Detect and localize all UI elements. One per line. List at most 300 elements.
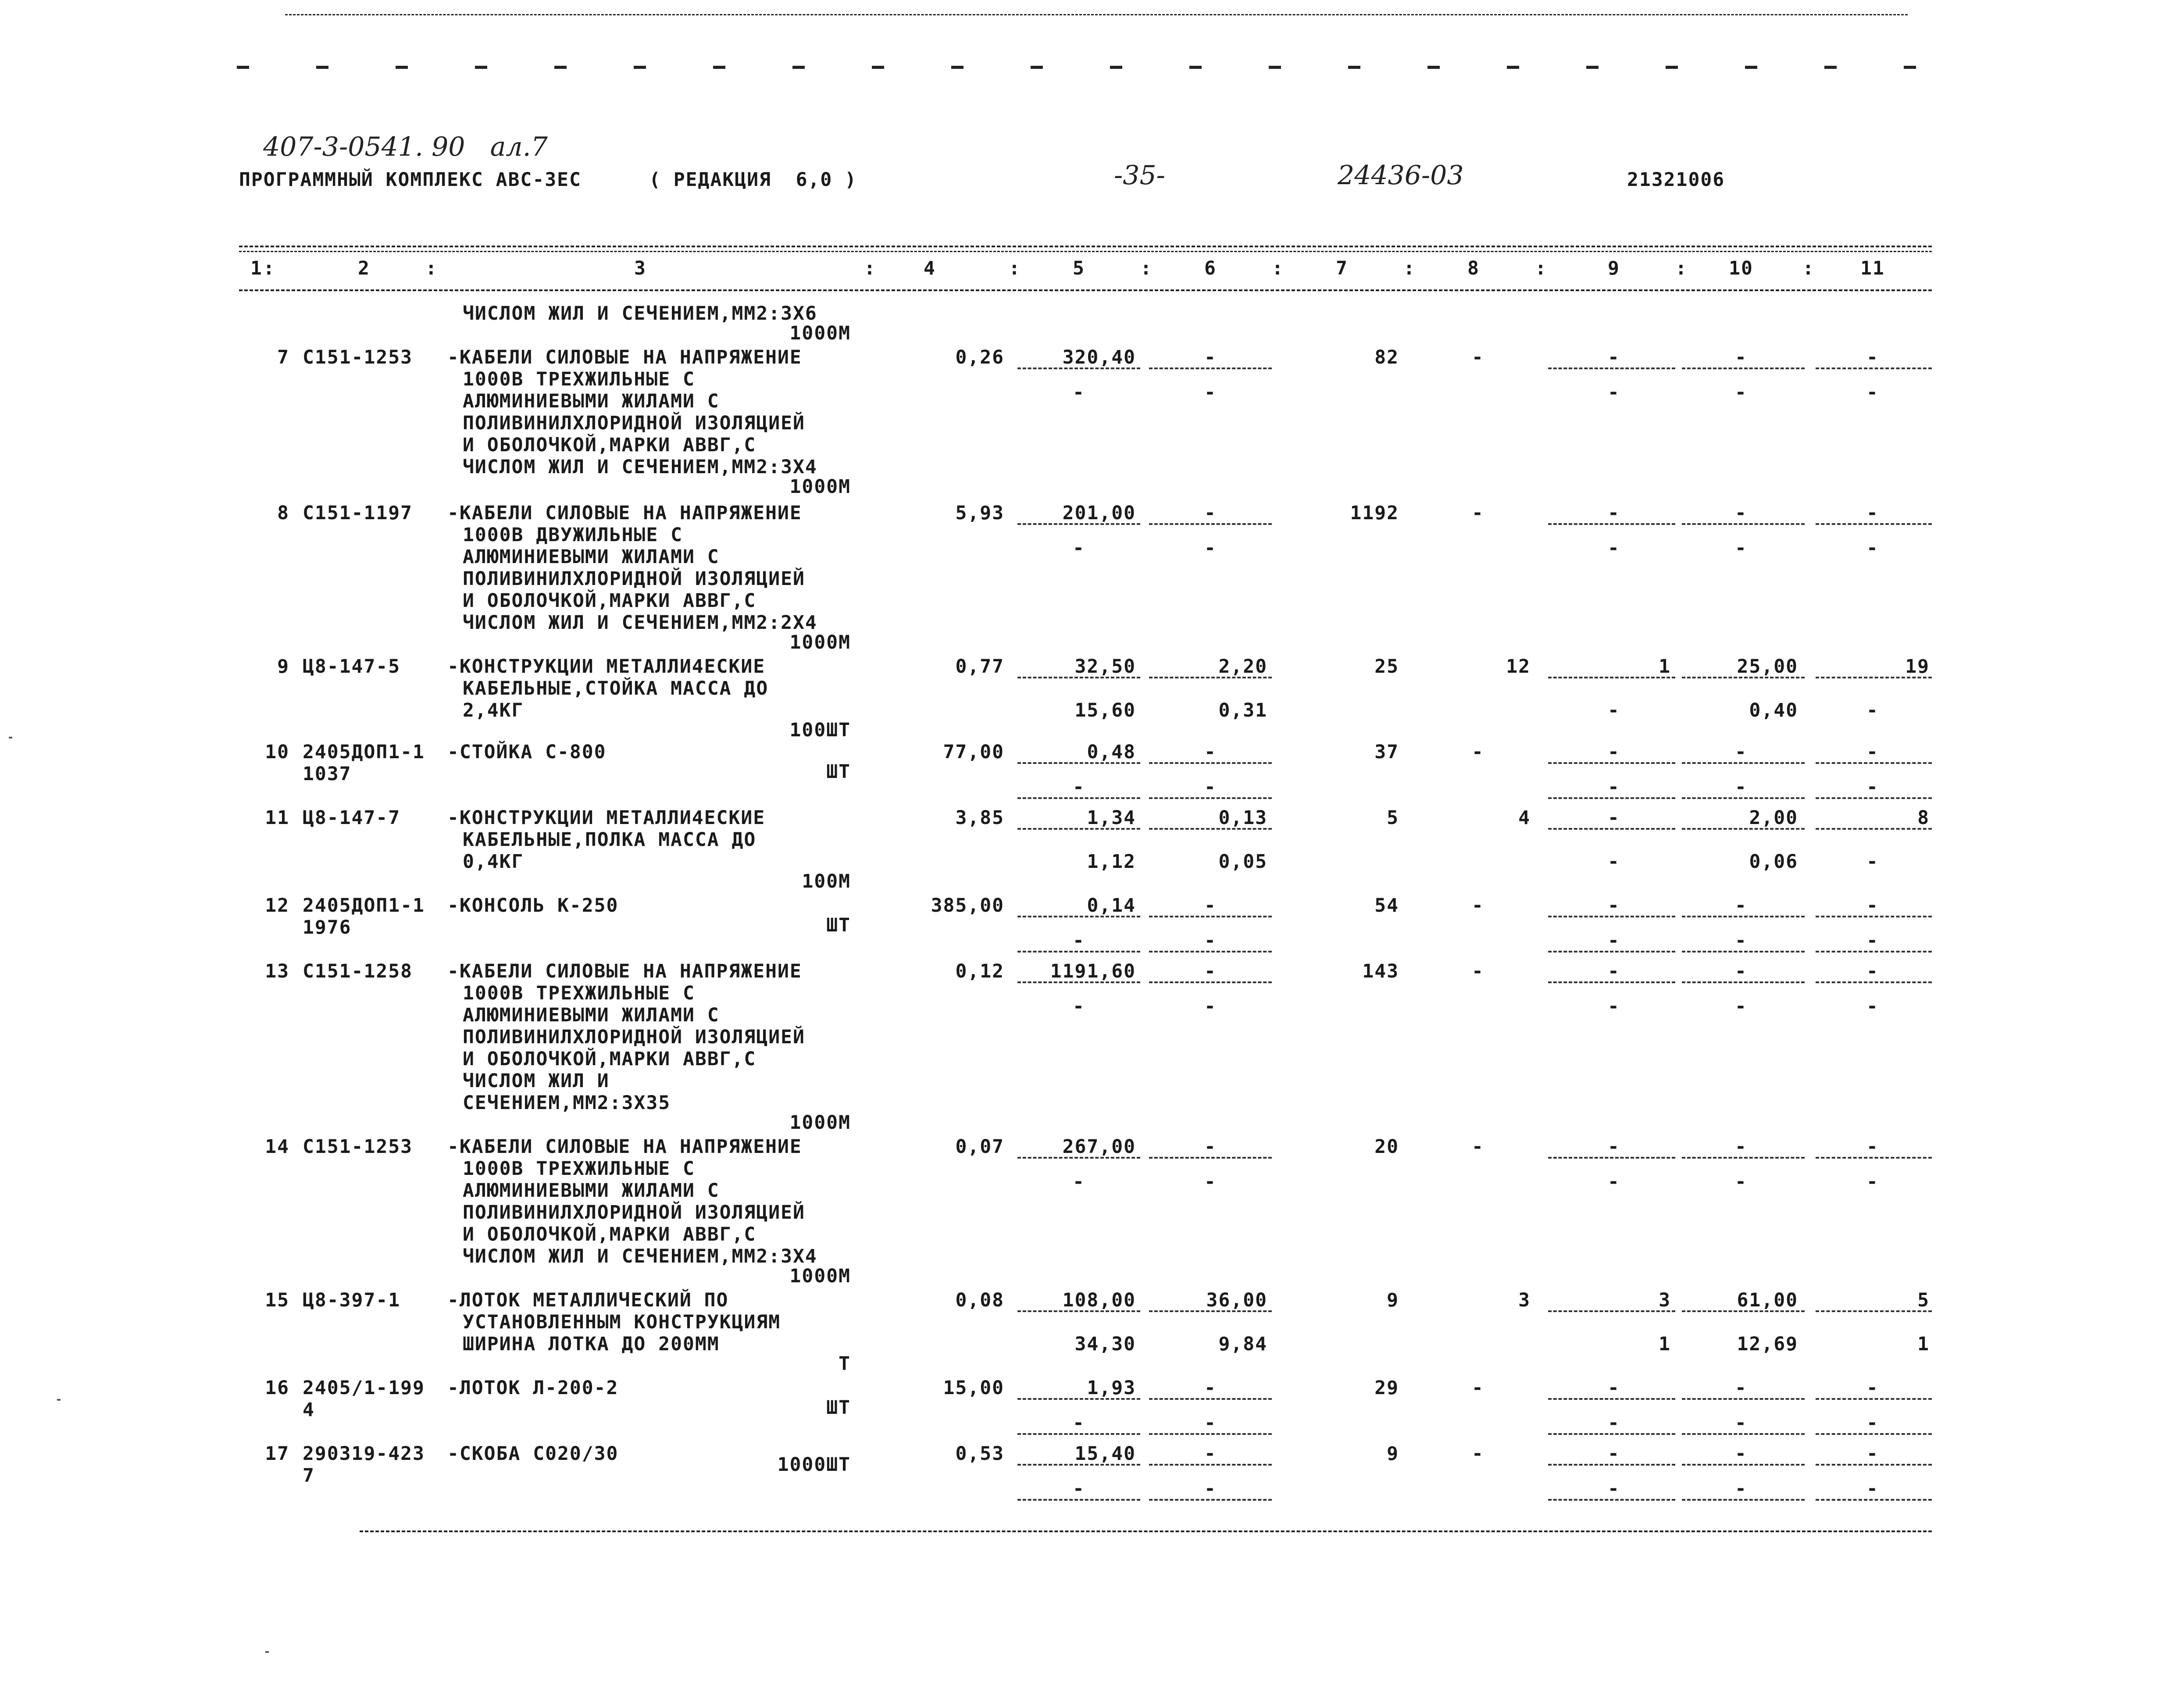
column-header: 8	[1467, 257, 1480, 279]
cell-c5: 267,00	[1062, 1136, 1136, 1158]
cell-underline	[1548, 1464, 1675, 1466]
cell-c5: 15,40	[1074, 1443, 1136, 1465]
cell-c4: 0,26	[955, 346, 1004, 368]
row-code: 2405ДОП1-1	[303, 741, 425, 763]
cell-c7: 5	[1387, 807, 1399, 829]
cell-c11: -	[1866, 960, 1879, 982]
cell-underline	[1149, 1157, 1272, 1159]
cell-underline	[1548, 1433, 1675, 1435]
cell-c6b: -	[1204, 776, 1217, 798]
cell-underline	[1149, 523, 1272, 525]
cell-c11b: -	[1866, 1412, 1879, 1434]
cell-c10: -	[1735, 741, 1747, 763]
cell-c6: 2,20	[1218, 656, 1267, 678]
cell-underline	[1816, 1398, 1932, 1400]
column-separator: :	[1535, 257, 1547, 279]
cell-c11: -	[1866, 895, 1879, 917]
cell-underline	[1149, 1398, 1272, 1400]
row-code: 2405ДОП1-1	[303, 895, 425, 917]
cell-c11: -	[1866, 502, 1879, 524]
cell-underline	[1548, 916, 1675, 917]
row-description: -КАБЕЛИ СИЛОВЫЕ НА НАПРЯЖЕНИЕ	[447, 960, 802, 982]
cell-c6: 36,00	[1206, 1289, 1267, 1311]
cell-c11b: -	[1866, 382, 1879, 403]
cell-underline	[1816, 828, 1932, 830]
row-unit: 1000ШТ	[777, 1454, 851, 1476]
cell-underline	[1017, 1310, 1140, 1312]
cell-c11: -	[1866, 1443, 1879, 1465]
cell-c11b: -	[1866, 851, 1879, 873]
perforation-dash	[1666, 66, 1678, 69]
cell-c11b: -	[1866, 537, 1879, 559]
table-header-top-rule	[239, 246, 1932, 247]
row-description: АЛЮМИНИЕВЫМИ ЖИЛАМИ С	[463, 546, 720, 568]
row-number: 14	[265, 1136, 289, 1158]
cell-c10: -	[1735, 1377, 1747, 1399]
perforation-dash	[316, 66, 328, 69]
cell-c11: 5	[1917, 1289, 1930, 1311]
cell-c10b: 0,06	[1749, 851, 1798, 873]
cell-c7: 1192	[1350, 502, 1399, 524]
cell-c4: 15,00	[943, 1377, 1004, 1399]
cell-c6: -	[1204, 960, 1217, 982]
doc-code: 21321006	[1627, 169, 1725, 191]
cell-c6: -	[1204, 1136, 1217, 1158]
row-description: -ЛОТОК Л-200-2	[447, 1377, 619, 1399]
cell-underline	[1682, 677, 1805, 678]
column-header: 2	[358, 257, 370, 279]
cell-c10: -	[1735, 895, 1747, 917]
cell-underline	[1548, 1157, 1675, 1159]
row-code: 290319-423	[303, 1443, 425, 1465]
page-number: -35-	[1114, 160, 1165, 191]
row-description: ЧИСЛОМ ЖИЛ И СЕЧЕНИЕМ,ММ2:2Х4	[463, 612, 817, 634]
cell-c5b: -	[1073, 776, 1085, 798]
row-code: 2405/1-199	[303, 1377, 425, 1399]
column-header: 11	[1860, 257, 1885, 279]
cell-c6b: -	[1204, 537, 1217, 559]
cell-c7: 37	[1374, 741, 1399, 763]
cell-c5b: -	[1073, 1478, 1085, 1500]
cell-c8: -	[1472, 960, 1484, 982]
perforation-dash	[1031, 66, 1043, 69]
cell-c9b: -	[1608, 995, 1620, 1017]
cell-underline	[1816, 1499, 1932, 1501]
cell-c7: 9	[1387, 1289, 1399, 1311]
cell-c8: -	[1472, 1377, 1484, 1399]
column-header: 3	[634, 257, 646, 279]
row-unit: 100М	[802, 870, 851, 892]
cell-c9b: 1	[1659, 1333, 1671, 1355]
column-header: 10	[1729, 257, 1753, 279]
cell-underline	[1816, 1157, 1932, 1159]
cell-c10b: -	[1735, 1412, 1747, 1434]
cell-c4: 0,53	[955, 1443, 1004, 1465]
column-header: 4	[924, 257, 936, 279]
table-header-top-rule-2	[239, 251, 1932, 252]
perforation-dash	[237, 66, 249, 69]
cell-c5b: -	[1073, 930, 1085, 952]
cell-c11: 8	[1917, 807, 1930, 829]
column-separator: :	[1272, 257, 1284, 279]
row-unit: ШТ	[826, 914, 851, 936]
cell-c6b: -	[1204, 1412, 1217, 1434]
row-number: 17	[265, 1443, 289, 1465]
row-description: КАБЕЛЬНЫЕ,СТОЙКА МАССА ДО	[463, 678, 769, 699]
cell-underline	[1149, 677, 1272, 678]
cell-c10b: -	[1735, 1171, 1747, 1193]
cell-c6: -	[1204, 741, 1217, 763]
cell-c10b: -	[1735, 1478, 1747, 1500]
perforation-dash	[872, 66, 884, 69]
cell-c8: -	[1472, 502, 1484, 524]
cell-c6: -	[1204, 895, 1217, 917]
cell-c9b: -	[1608, 1171, 1620, 1193]
cell-c5: 320,40	[1062, 346, 1136, 368]
row-description: 1000В ДВУЖИЛЬНЫЕ С	[463, 524, 683, 546]
cell-underline	[1017, 1157, 1140, 1159]
perforation-dash	[1269, 66, 1281, 69]
cell-c11b: -	[1866, 699, 1879, 721]
row-unit: 100ШТ	[789, 719, 851, 741]
cell-c4: 0,08	[955, 1289, 1004, 1311]
row-description: И ОБОЛОЧКОЙ,МАРКИ АВВГ,С	[463, 434, 757, 456]
row-description: АЛЮМИНИЕВЫМИ ЖИЛАМИ С	[463, 1004, 720, 1026]
cell-underline	[1682, 1157, 1805, 1159]
cell-c10b: -	[1735, 930, 1747, 952]
cell-c6b: -	[1204, 930, 1217, 952]
column-header: 7	[1336, 257, 1348, 279]
row-description: -КОНСОЛЬ К-250	[447, 895, 619, 917]
cell-c11: -	[1866, 741, 1879, 763]
perforation-dash	[1745, 66, 1757, 69]
cell-c11: 19	[1905, 656, 1930, 678]
cell-underline	[1816, 981, 1932, 983]
perforation-dash	[792, 66, 805, 69]
row-description: 1000В ТРЕХЖИЛЬНЫЕ С	[463, 982, 695, 1004]
cell-c7: 82	[1374, 346, 1399, 368]
row-number: 11	[265, 807, 289, 829]
row-number: 15	[265, 1289, 289, 1311]
row-description: -КАБЕЛИ СИЛОВЫЕ НА НАПРЯЖЕНИЕ	[447, 346, 802, 368]
cell-underline	[1149, 367, 1272, 369]
perforation-dash	[1189, 66, 1202, 69]
perforation-dashes	[237, 66, 1930, 71]
perforation-dash	[396, 66, 408, 69]
row-code: С151-1253	[303, 1136, 413, 1158]
cell-c9: -	[1608, 807, 1620, 829]
cell-c9: -	[1608, 1443, 1620, 1465]
row-description: 1000В ТРЕХЖИЛЬНЫЕ С	[463, 1158, 695, 1180]
cell-underline	[1017, 523, 1140, 525]
cell-c10: 2,00	[1749, 807, 1798, 829]
row-code-cont: 1976	[303, 917, 352, 938]
perforation-dash	[1904, 66, 1916, 69]
cell-c11b: -	[1866, 1478, 1879, 1500]
cell-c10b: 12,69	[1737, 1333, 1798, 1355]
stray-mark	[57, 1399, 61, 1401]
cell-underline	[1816, 1310, 1932, 1312]
cell-c6: 0,13	[1218, 807, 1267, 829]
column-separator: :	[1009, 257, 1021, 279]
cell-c9b: -	[1608, 537, 1620, 559]
row-description: -КОНСТРУКЦИИ МЕТАЛЛИ4ЕСКИЕ	[447, 807, 766, 829]
cell-underline	[1548, 523, 1675, 525]
cell-c6b: 0,31	[1218, 699, 1267, 721]
row-description: ПОЛИВИНИЛХЛОРИДНОЙ ИЗОЛЯЦИЕЙ	[463, 412, 805, 434]
row-description: ЧИСЛОМ ЖИЛ И	[463, 1070, 610, 1092]
cell-c7: 143	[1362, 960, 1399, 982]
cell-c9: -	[1608, 502, 1620, 524]
cell-c8: -	[1472, 1443, 1484, 1465]
cell-c5b: 34,30	[1074, 1333, 1136, 1355]
perforation-dash	[1110, 66, 1122, 69]
cell-c6b: 0,05	[1218, 851, 1267, 873]
cell-c8: 3	[1518, 1289, 1531, 1311]
column-separator: :	[1802, 257, 1815, 279]
row-description: УСТАНОВЛЕННЫМ КОНСТРУКЦИЯМ	[463, 1311, 781, 1333]
cell-c4: 5,93	[955, 502, 1004, 524]
cell-underline	[1682, 762, 1805, 764]
column-separator: :	[864, 257, 876, 279]
row-unit: 1000М	[789, 1112, 851, 1134]
perforation-dash	[951, 66, 964, 69]
row-description: ПОЛИВИНИЛХЛОРИДНОЙ ИЗОЛЯЦИЕЙ	[463, 1202, 805, 1224]
cell-c11: -	[1866, 346, 1879, 368]
cell-underline	[1682, 1464, 1805, 1466]
cell-underline	[1682, 797, 1805, 799]
cell-c11b: 1	[1917, 1333, 1930, 1355]
cell-underline	[1149, 762, 1272, 764]
column-header: 9	[1608, 257, 1620, 279]
cell-underline	[1017, 1499, 1140, 1501]
cell-c10: 25,00	[1737, 656, 1798, 678]
row-unit: Т	[839, 1353, 851, 1375]
row-unit: 1000М	[789, 322, 851, 344]
row-description: -КАБЕЛИ СИЛОВЫЕ НА НАПРЯЖЕНИЕ	[447, 1136, 802, 1158]
perforation-dash	[1427, 66, 1440, 69]
cell-underline	[1017, 1464, 1140, 1466]
cell-underline	[1682, 1398, 1805, 1400]
cell-underline	[1682, 951, 1805, 953]
row-code-cont: 7	[303, 1465, 315, 1487]
cell-c4: 385,00	[931, 895, 1004, 917]
row-code: С151-1197	[303, 502, 413, 524]
row-code: С151-1253	[303, 346, 413, 368]
cell-c9: 3	[1659, 1289, 1671, 1311]
cell-underline	[1149, 1464, 1272, 1466]
row-number: 7	[277, 346, 289, 368]
row-unit: 1000М	[789, 1265, 851, 1287]
cell-c11b: -	[1866, 1171, 1879, 1193]
cell-c10: -	[1735, 1136, 1747, 1158]
row-description: АЛЮМИНИЕВЫМИ ЖИЛАМИ С	[463, 390, 720, 412]
cell-c8: -	[1472, 1136, 1484, 1158]
cell-underline	[1816, 523, 1932, 525]
row-description: КАБЕЛЬНЫЕ,ПОЛКА МАССА ДО	[463, 829, 757, 851]
cell-underline	[1017, 762, 1140, 764]
row-description: 1000В ТРЕХЖИЛЬНЫЕ С	[463, 368, 695, 390]
cell-underline	[1017, 951, 1140, 953]
row-description: ЧИСЛОМ ЖИЛ И СЕЧЕНИЕМ,ММ2:3Х6	[463, 303, 817, 325]
column-header: 5	[1073, 257, 1085, 279]
cell-c9: 1	[1659, 656, 1671, 678]
cell-underline	[1682, 981, 1805, 983]
row-description: И ОБОЛОЧКОЙ,МАРКИ АВВГ,С	[463, 1048, 757, 1070]
cell-c5: 32,50	[1074, 656, 1136, 678]
row-description: АЛЮМИНИЕВЫМИ ЖИЛАМИ С	[463, 1180, 720, 1202]
cell-c9: -	[1608, 1136, 1620, 1158]
cell-underline	[1017, 1433, 1140, 1435]
cell-underline	[1682, 1310, 1805, 1312]
row-number: 16	[265, 1377, 289, 1399]
cell-underline	[1149, 916, 1272, 917]
cell-c8: 4	[1518, 807, 1531, 829]
cell-c11b: -	[1866, 776, 1879, 798]
edition: ( РЕДАКЦИЯ 6,0 )	[649, 169, 857, 191]
cell-c9b: -	[1608, 1412, 1620, 1434]
row-description: ПОЛИВИНИЛХЛОРИДНОЙ ИЗОЛЯЦИЕЙ	[463, 568, 805, 590]
cell-c9b: -	[1608, 1478, 1620, 1500]
cell-c5b: 1,12	[1087, 851, 1136, 873]
cell-underline	[1816, 367, 1932, 369]
row-description: ЧИСЛОМ ЖИЛ И СЕЧЕНИЕМ,ММ2:3Х4	[463, 1245, 817, 1267]
column-header: 6	[1204, 257, 1217, 279]
cell-underline	[1816, 951, 1932, 953]
row-description: 0,4КГ	[463, 851, 524, 873]
row-description: ШИРИНА ЛОТКА ДО 200ММ	[463, 1333, 720, 1355]
cell-underline	[1017, 981, 1140, 983]
cell-c8: -	[1472, 895, 1484, 917]
cell-c8: 12	[1506, 656, 1531, 678]
cell-c5: 108,00	[1062, 1289, 1136, 1311]
perforation-dash	[554, 66, 567, 69]
row-description: СЕЧЕНИЕМ,ММ2:3Х35	[463, 1092, 671, 1114]
program-title: ПРОГРАММНЫЙ КОМПЛЕКС АВС-3ЕС	[239, 169, 582, 191]
cell-c6b: -	[1204, 995, 1217, 1017]
cell-c10: -	[1735, 960, 1747, 982]
stray-mark	[265, 1651, 269, 1653]
cell-c5: 0,48	[1087, 741, 1136, 763]
cell-c4: 0,77	[955, 656, 1004, 678]
cell-c9: -	[1608, 895, 1620, 917]
cell-c6: -	[1204, 1377, 1217, 1399]
cell-underline	[1816, 916, 1932, 917]
row-number: 10	[265, 741, 289, 763]
cell-c7: 20	[1374, 1136, 1399, 1158]
cell-underline	[1017, 367, 1140, 369]
perforation-dash	[1824, 66, 1837, 69]
doc-number: 24436-03	[1338, 160, 1464, 191]
row-description: -КОНСТРУКЦИИ МЕТАЛЛИ4ЕСКИЕ	[447, 656, 766, 678]
row-code: Ц8-397-1	[303, 1289, 401, 1311]
cell-c11b: -	[1866, 930, 1879, 952]
cell-c4: 3,85	[955, 807, 1004, 829]
perforation-dash	[713, 66, 725, 69]
row-description: ПОЛИВИНИЛХЛОРИДНОЙ ИЗОЛЯЦИЕЙ	[463, 1026, 805, 1048]
row-code-cont: 1037	[303, 763, 352, 785]
cell-c10b: -	[1735, 382, 1747, 403]
cell-underline	[1017, 828, 1140, 830]
column-separator: :	[1675, 257, 1688, 279]
perforation-dash	[475, 66, 487, 69]
cell-underline	[1548, 981, 1675, 983]
cell-c9: -	[1608, 741, 1620, 763]
cell-underline	[1548, 1398, 1675, 1400]
cell-underline	[1682, 828, 1805, 830]
cell-underline	[1548, 762, 1675, 764]
cell-c10: -	[1735, 502, 1747, 524]
row-unit: ШТ	[826, 1397, 851, 1419]
cell-c10: -	[1735, 1443, 1747, 1465]
cell-c9b: -	[1608, 930, 1620, 952]
column-separator: :	[425, 257, 438, 279]
cell-underline	[1548, 797, 1675, 799]
perforation-dash	[1586, 66, 1599, 69]
cell-underline	[1548, 367, 1675, 369]
row-number: 12	[265, 895, 289, 917]
cell-c10b: -	[1735, 995, 1747, 1017]
row-description: -ЛОТОК МЕТАЛЛИЧЕСКИЙ ПО	[447, 1289, 729, 1311]
cell-underline	[1816, 1464, 1932, 1466]
cell-c5b: -	[1073, 1171, 1085, 1193]
cell-underline	[1548, 1310, 1675, 1312]
row-number: 8	[277, 502, 289, 524]
cell-c9b: -	[1608, 382, 1620, 403]
cell-underline	[1149, 1499, 1272, 1501]
cell-c9b: -	[1608, 699, 1620, 721]
cell-underline	[1149, 1310, 1272, 1312]
row-code: Ц8-147-5	[303, 656, 401, 678]
cell-c5: 1,34	[1087, 807, 1136, 829]
cell-underline	[1816, 762, 1932, 764]
cell-c7: 25	[1374, 656, 1399, 678]
cell-c10b: 0,40	[1749, 699, 1798, 721]
cell-c5b: 15,60	[1074, 699, 1136, 721]
cell-c4: 0,12	[955, 960, 1004, 982]
cell-c8: -	[1472, 346, 1484, 368]
cell-c5b: -	[1073, 537, 1085, 559]
cell-c6b: -	[1204, 1478, 1217, 1500]
top-rule	[285, 14, 1908, 15]
cell-underline	[1682, 1499, 1805, 1501]
cell-underline	[1548, 1499, 1675, 1501]
cell-c10: -	[1735, 346, 1747, 368]
cell-underline	[1017, 1398, 1140, 1400]
cell-c11: -	[1866, 1377, 1879, 1399]
table-header-bottom-rule	[239, 289, 1932, 291]
cell-c5: 1191,60	[1050, 960, 1136, 982]
cell-c8: -	[1472, 741, 1484, 763]
row-unit: ШТ	[826, 761, 851, 783]
row-description: И ОБОЛОЧКОЙ,МАРКИ АВВГ,С	[463, 1224, 757, 1245]
cell-underline	[1682, 523, 1805, 525]
row-unit: 1000М	[789, 631, 851, 653]
row-description: И ОБОЛОЧКОЙ,МАРКИ АВВГ,С	[463, 590, 757, 612]
cell-underline	[1017, 916, 1140, 917]
row-unit: 1000М	[789, 476, 851, 498]
cell-underline	[1548, 828, 1675, 830]
cell-underline	[1816, 1433, 1932, 1435]
cell-underline	[1682, 367, 1805, 369]
cell-c7: 29	[1374, 1377, 1399, 1399]
cell-underline	[1682, 1433, 1805, 1435]
cell-underline	[1149, 797, 1272, 799]
cell-underline	[1149, 828, 1272, 830]
cell-underline	[1548, 677, 1675, 678]
cell-c9b: -	[1608, 851, 1620, 873]
cell-c5: 201,00	[1062, 502, 1136, 524]
